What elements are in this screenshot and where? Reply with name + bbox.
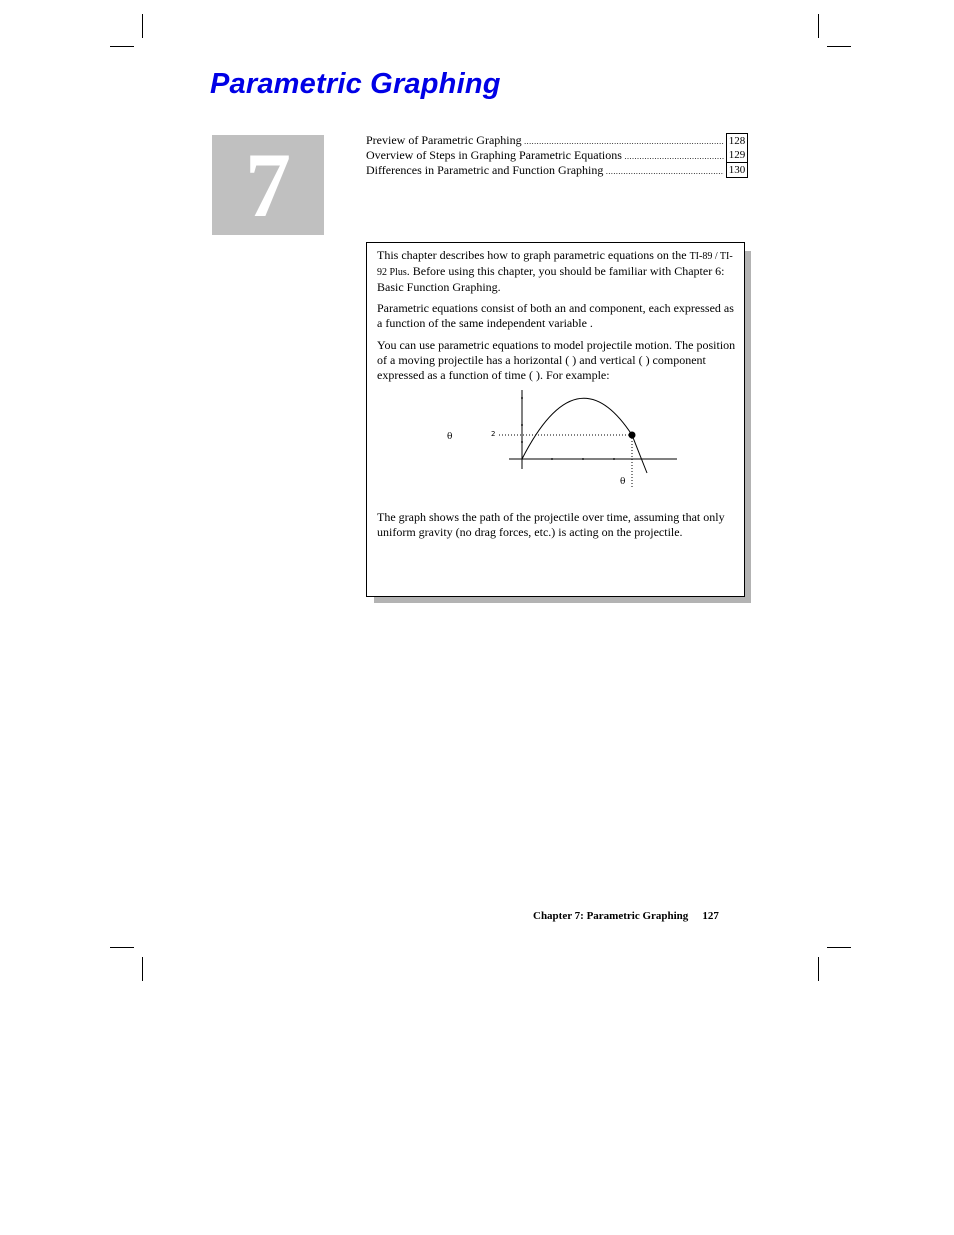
toc-entry[interactable] xyxy=(366,133,748,148)
intro-paragraph-4: The graph shows the path of the projectile over time, assuming that only uniform gravity (no drag forces, etc.) is acting on the projectile. xyxy=(377,510,725,539)
crop-mark xyxy=(818,14,819,38)
crop-mark xyxy=(142,14,143,38)
projectile-graph xyxy=(437,385,687,495)
intro-paragraph-3: You can use parametric equations to model projectile motion. The position of a moving projectile has a horizontal ( ) and vertical ( ) component expressed as a function of time ( ). For example: xyxy=(377,338,736,382)
toc-entry[interactable] xyxy=(366,148,748,163)
graph-trajectory-curve xyxy=(522,398,647,473)
page-footer xyxy=(533,910,719,922)
footer-chapter-label: Chapter 7: Parametric Graphing xyxy=(533,910,689,922)
toc-entry[interactable] xyxy=(366,163,748,178)
crop-mark xyxy=(110,46,134,47)
intro-paragraph-2: Parametric equations consist of both an and component, each expressed as a function of the same independent variable . xyxy=(377,301,734,330)
intro-paragraph-1 xyxy=(377,248,739,295)
toc-entry-title: Differences in Parametric and Function Graphing ..... xyxy=(366,163,724,179)
graph-theta-label: θ xyxy=(620,477,626,487)
toc-entry-page[interactable]: 130 xyxy=(726,163,748,178)
crop-mark xyxy=(827,947,851,948)
page-title: Parametric Graphing xyxy=(210,68,501,100)
crop-mark xyxy=(110,947,134,948)
graph-superscript-label: 2 xyxy=(491,430,496,438)
graph-theta-label: θ xyxy=(447,432,453,442)
crop-mark xyxy=(818,957,819,981)
intro-text: . Before using this chapter, you should be familiar with Chapter 6: Basic Function Graphing. xyxy=(377,264,725,294)
toc-entry-page[interactable]: 128 xyxy=(726,133,748,149)
footer-page-number: 127 xyxy=(702,910,719,922)
intro-box xyxy=(366,242,745,597)
device-name: TI-89 / TI-92 Plus xyxy=(377,251,733,278)
intro-text: This chapter describes how to graph parametric equations on the xyxy=(377,248,687,262)
chapter-number-tab: 7 xyxy=(212,135,324,235)
toc-entry-title: Overview of Steps in Graphing Parametric Equations ..... xyxy=(366,148,724,164)
table-of-contents xyxy=(366,133,748,178)
crop-mark xyxy=(142,957,143,981)
crop-mark xyxy=(827,46,851,47)
toc-entry-page[interactable]: 129 xyxy=(726,148,748,163)
toc-entry-title: Preview of Parametric Graphing ..... xyxy=(366,133,724,149)
graph-trajectory-point xyxy=(629,432,636,439)
